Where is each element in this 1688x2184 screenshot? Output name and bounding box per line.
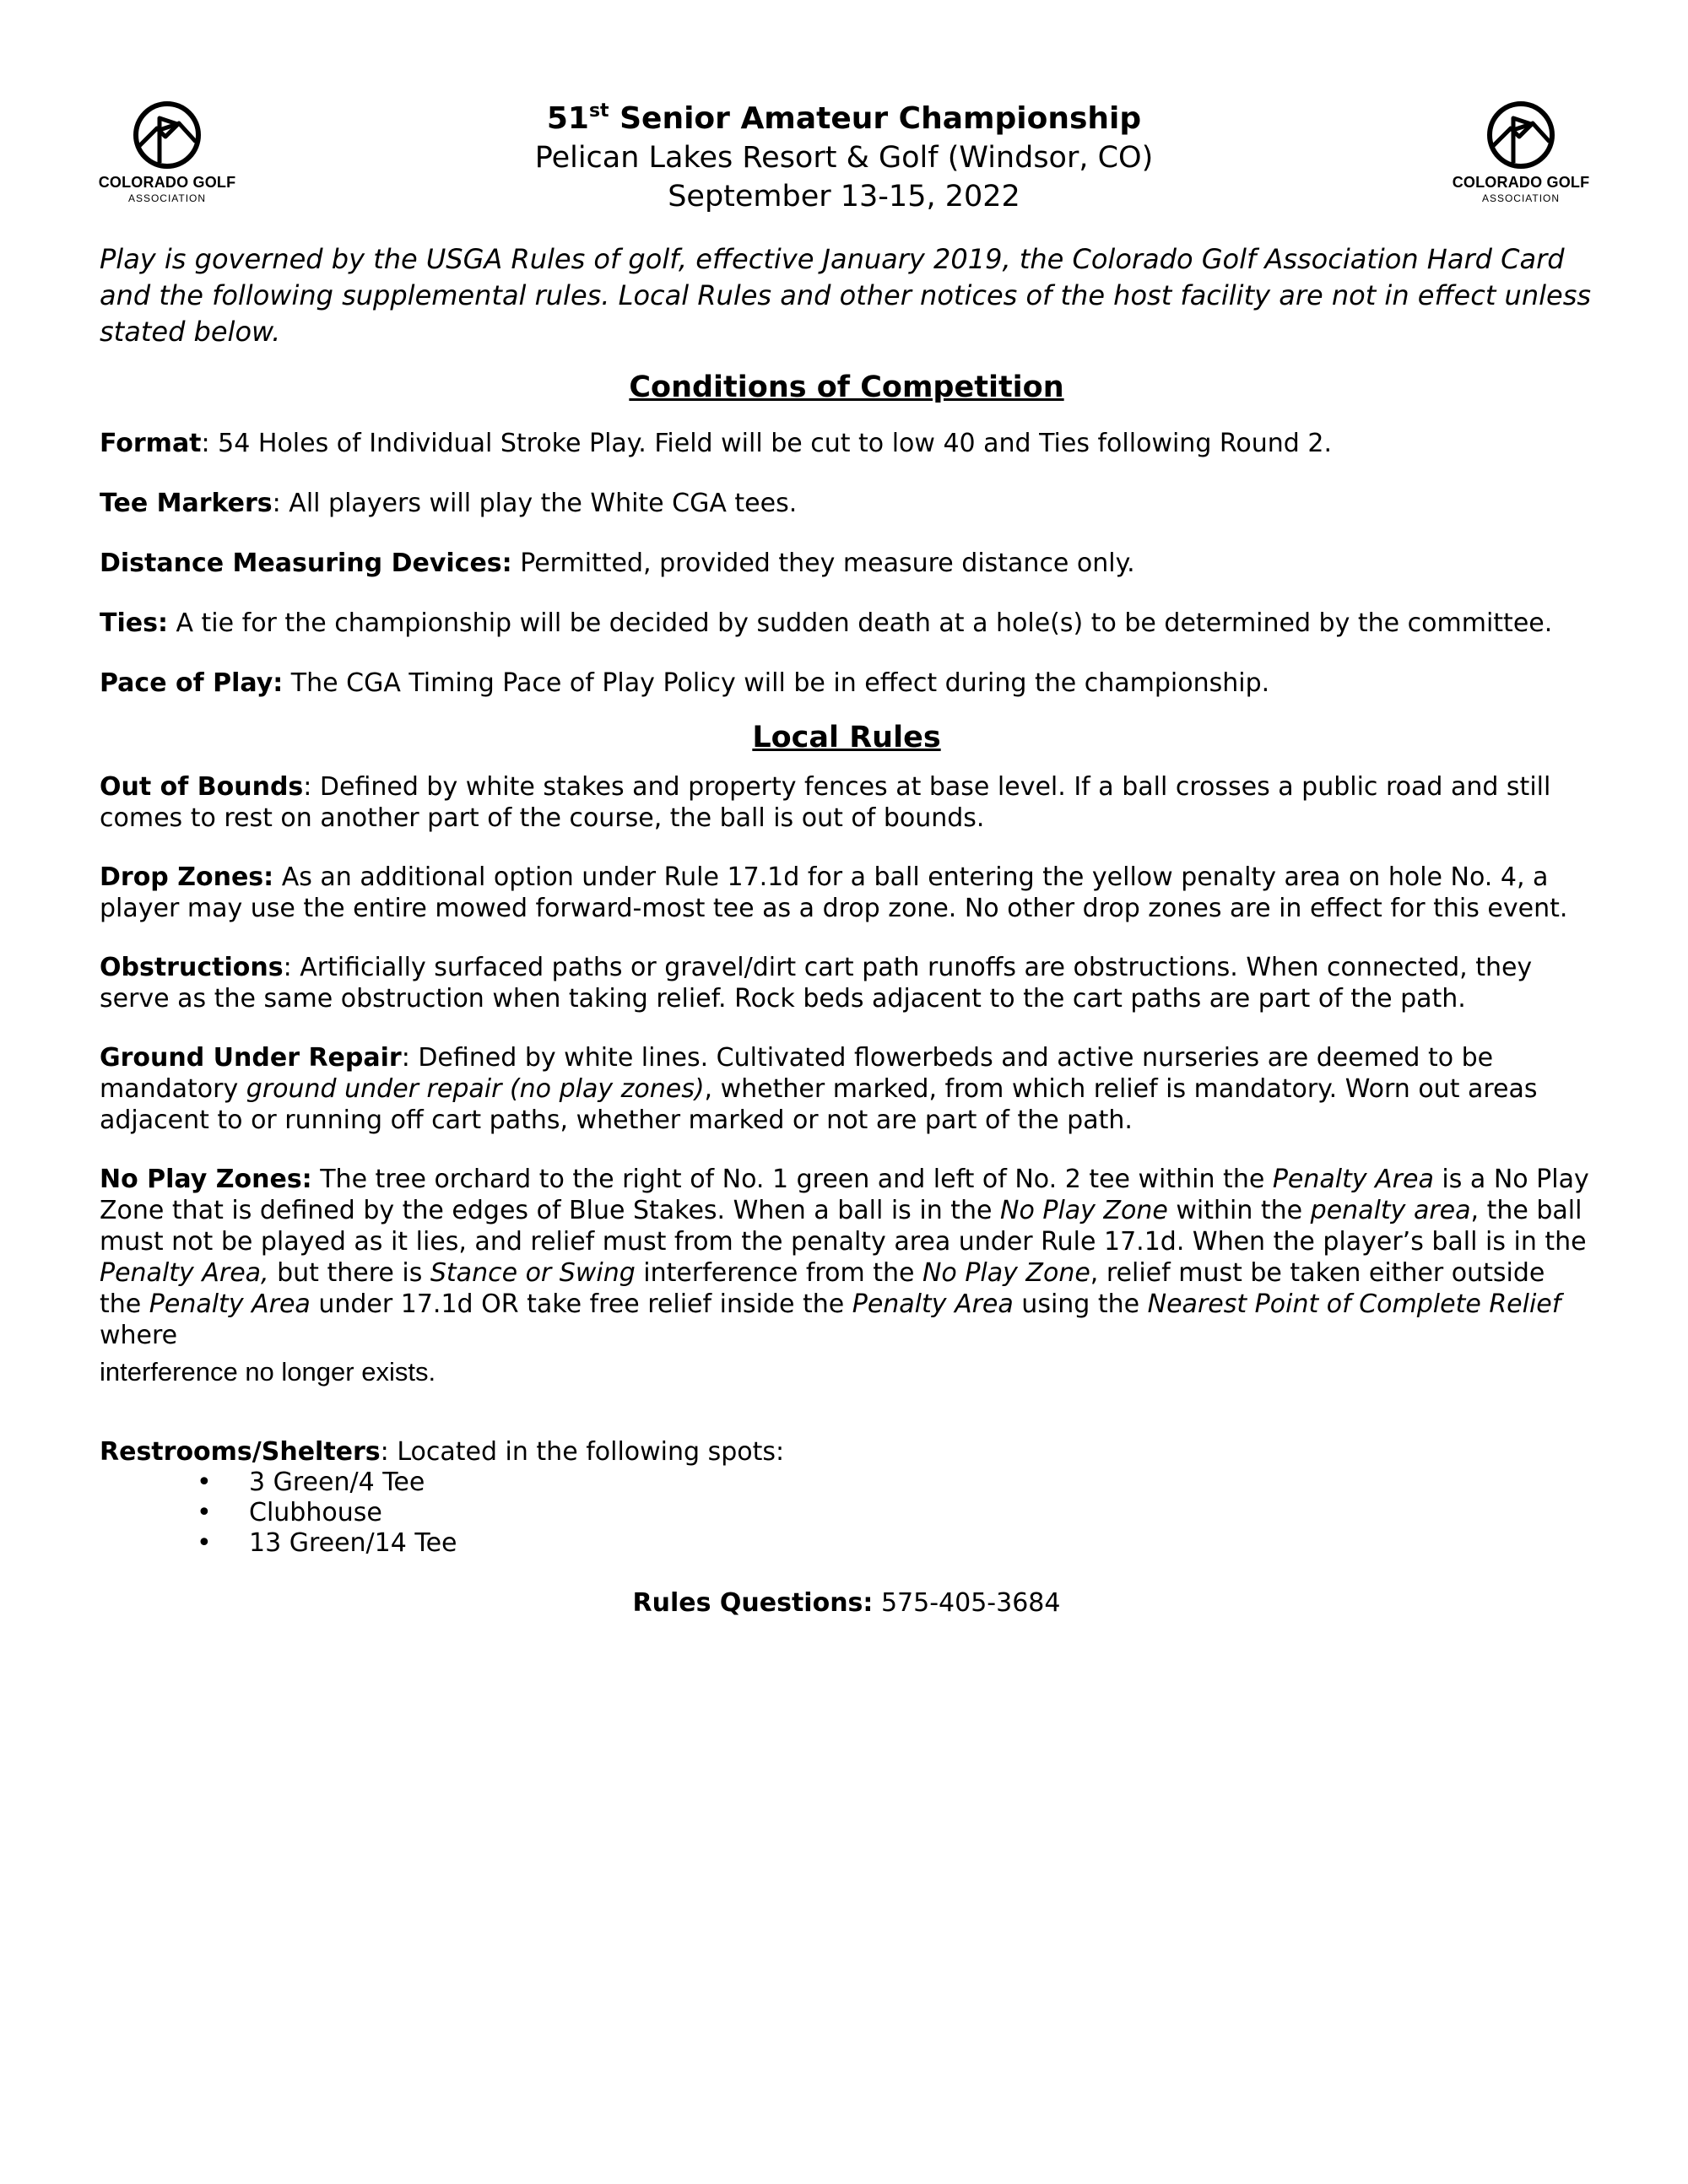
restrooms-label-line: Restrooms/Shelters: Located in the following spots: — [100, 1437, 785, 1467]
venue: Pelican Lakes Resort & Golf (Windsor, CO) — [534, 141, 1154, 175]
document-body — [100, 241, 1593, 1619]
ties-rule: Ties: A tie for the championship will be decided by sudden death at a hole(s) to be determined by the committee. — [100, 608, 1553, 638]
local-rules-heading: Local Rules — [752, 721, 941, 754]
document-header — [0, 100, 1688, 216]
logo-subname: ASSOCIATION — [127, 192, 207, 204]
pace-of-play-rule: Pace of Play: The CGA Timing Pace of Play Policy will be in effect during the championship. — [100, 668, 1270, 698]
obstructions-rule: Obstructions: Artificially surfaced paths or gravel/dirt cart path runoffs are obstructions. When connected, they serve as the same obstruction when taking relief. Rock beds adjacent to the cart paths are part of the path. — [100, 953, 1533, 1014]
page-title: 51st Senior Amateur Championship — [546, 100, 1142, 136]
local-rules-section — [100, 719, 1593, 1387]
list-item: • 13 Green/14 Tee — [100, 1528, 1593, 1559]
out-of-bounds-rule: Out of Bounds: Defined by white stakes and property fences at base level. If a ball crosses a public road and still comes to rest on another part of the course, the ball is out of bounds. — [100, 772, 1551, 833]
list-item: • Clubhouse — [100, 1498, 1593, 1528]
list-item: • 3 Green/4 Tee — [100, 1468, 1593, 1498]
restrooms-section — [100, 1436, 1593, 1559]
intro-paragraph: Play is governed by the USGA Rules of golf, effective January 2019, the Colorado Golf Association Hard Card and the following supplemental rules. Local Rules and other notices of the host facility are not in effect unless stated below. — [100, 243, 1592, 348]
no-play-zones-trailing-line: interference no longer exists. — [100, 1357, 436, 1387]
rules-questions: Rules Questions: 575-405-3684 — [632, 1588, 1061, 1618]
logo-subname: ASSOCIATION — [1481, 192, 1561, 204]
tee-markers-rule: Tee Markers: All players will play the White CGA tees. — [100, 489, 798, 518]
event-dates: September 13-15, 2022 — [668, 180, 1020, 214]
no-play-zones-rule: No Play Zones: The tree orchard to the right of No. 1 green and left of No. 2 tee within the Penalty Area is a No Play Zone that is defined by the edges of Blue Stakes. When a ball is in the No Play Zone within the penalty area, the ball must not be played as it lies, and relief must from the penalty area under Rule 17.1d. When the player’s ball is in the Penalty Area, but there is Stance or Swing interference from the No Play Zone, relief must be taken either outside the Penalty Area under 17.1d OR take free relief inside the Penalty Area using the Nearest Point of Complete Relief where interference no longer exists. — [100, 1164, 1593, 1387]
format-rule: Format: 54 Holes of Individual Stroke Play. Field will be cut to low 40 and Ties following Round 2. — [100, 429, 1332, 458]
logo-name: COLORADO GOLF — [98, 174, 236, 191]
conditions-heading: Conditions of Competition — [629, 370, 1064, 404]
dmd-rule: Distance Measuring Devices: Permitted, provided they measure distance only. — [100, 549, 1135, 578]
ground-under-repair-rule: Ground Under Repair: Defined by white lines. Cultivated flowerbeds and active nurseries are deemed to be mandatory ground under repair (no play zones), whether marked, from which relief is mandatory. Worn out areas adjacent to or running off cart paths, whether marked or not are part of the path. — [100, 1043, 1538, 1135]
conditions-section — [100, 369, 1593, 699]
logo-name: COLORADO GOLF — [1452, 174, 1590, 191]
restroom-list — [100, 1468, 1593, 1559]
drop-zones-rule: Drop Zones: As an additional option under Rule 17.1d for a ball entering the yellow penalty area on hole No. 4, a player may use the entire mowed forward-most tee as a drop zone. No other drop zones are in effect for this event. — [100, 862, 1568, 923]
